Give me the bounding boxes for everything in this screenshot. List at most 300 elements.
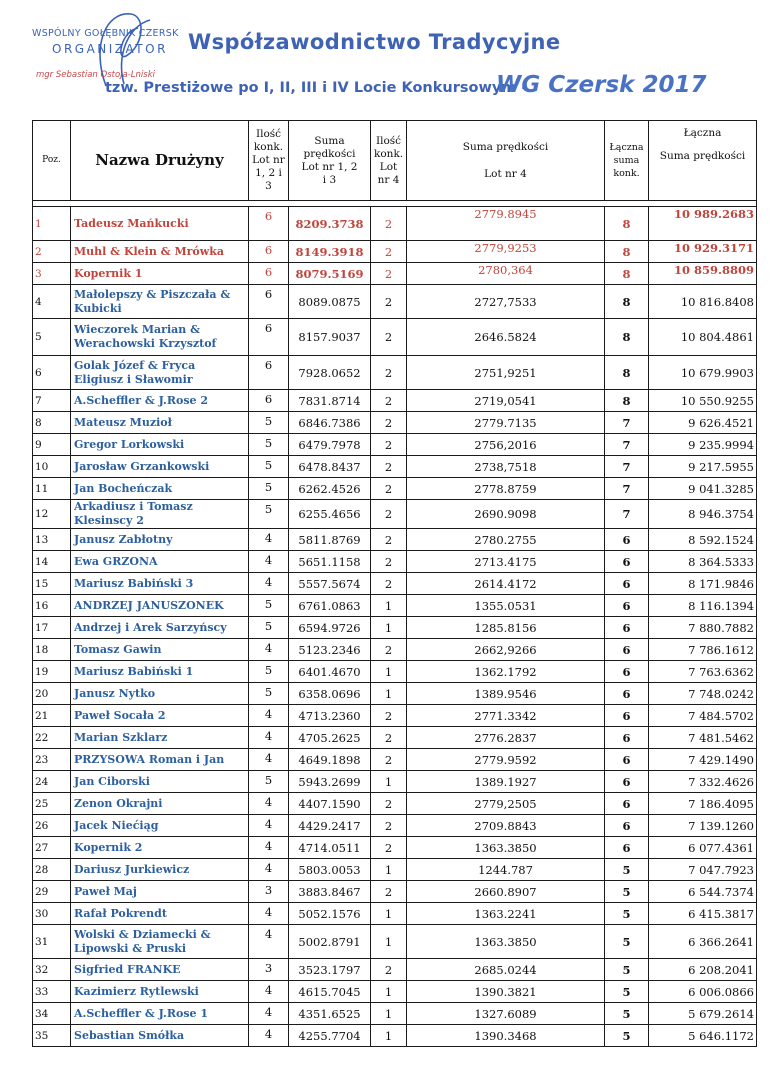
cell-team-name: Mariusz Babiński 1 xyxy=(71,661,249,683)
cell-sum-4: 2646.5824 xyxy=(407,319,605,356)
table-header-row xyxy=(33,121,757,201)
table-row xyxy=(33,241,757,263)
cell-count-4: 2 xyxy=(371,529,407,551)
cell-sum-4: 2727,7533 xyxy=(407,285,605,319)
cell-count-123: 5 xyxy=(249,434,289,456)
cell-total-count: 8 xyxy=(605,319,649,356)
table-row xyxy=(33,500,757,529)
cell-count-4: 2 xyxy=(371,241,407,263)
cell-total-count: 6 xyxy=(605,793,649,815)
cell-count-4: 2 xyxy=(371,705,407,727)
header-sum-4-line2: Lot nr 4 xyxy=(484,167,527,180)
cell-sum-4: 2614.4172 xyxy=(407,573,605,595)
cell-sum-4: 2738,7518 xyxy=(407,456,605,478)
table-row xyxy=(33,771,757,793)
cell-total-sum: 7 139.1260 xyxy=(649,815,757,837)
cell-total-count: 6 xyxy=(605,639,649,661)
cell-count-123: 5 xyxy=(249,412,289,434)
cell-total-sum: 7 047.7923 xyxy=(649,859,757,881)
cell-count-123: 5 xyxy=(249,595,289,617)
table-row xyxy=(33,837,757,859)
cell-position: 22 xyxy=(33,727,71,749)
cell-team-name: Mateusz Muzioł xyxy=(71,412,249,434)
header-count-123: Ilość konk. Lot nr 1, 2 i 3 xyxy=(249,121,289,201)
cell-total-sum: 6 077.4361 xyxy=(649,837,757,859)
table-row xyxy=(33,456,757,478)
cell-count-123: 4 xyxy=(249,837,289,859)
cell-sum-4: 2756,2016 xyxy=(407,434,605,456)
cell-sum-123: 4649.1898 xyxy=(289,749,371,771)
cell-sum-4: 1390.3821 xyxy=(407,981,605,1003)
table-row xyxy=(33,595,757,617)
cell-total-count: 7 xyxy=(605,434,649,456)
cell-sum-4: 2780,364 xyxy=(407,263,605,285)
cell-count-123: 4 xyxy=(249,529,289,551)
cell-sum-123: 6401.4670 xyxy=(289,661,371,683)
cell-position: 18 xyxy=(33,639,71,661)
cell-position: 14 xyxy=(33,551,71,573)
cell-team-name: Golak Józef & Fryca Eligiusz i Sławomir xyxy=(71,356,249,390)
cell-total-count: 6 xyxy=(605,573,649,595)
cell-position: 27 xyxy=(33,837,71,859)
cell-total-sum: 10 550.9255 xyxy=(649,390,757,412)
cell-total-count: 6 xyxy=(605,661,649,683)
cell-team-name: Tomasz Gawin xyxy=(71,639,249,661)
cell-position: 24 xyxy=(33,771,71,793)
cell-sum-4: 2713.4175 xyxy=(407,551,605,573)
cell-count-4: 2 xyxy=(371,207,407,241)
cell-sum-123: 5557.5674 xyxy=(289,573,371,595)
cell-count-4: 2 xyxy=(371,837,407,859)
cell-count-123: 4 xyxy=(249,981,289,1003)
cell-team-name: Sigfried FRANKE xyxy=(71,959,249,981)
cell-count-4: 2 xyxy=(371,434,407,456)
cell-sum-123: 3883.8467 xyxy=(289,881,371,903)
cell-count-4: 1 xyxy=(371,771,407,793)
cell-sum-4: 2780.2755 xyxy=(407,529,605,551)
cell-total-sum: 8 171.9846 xyxy=(649,573,757,595)
cell-total-count: 6 xyxy=(605,815,649,837)
cell-sum-123: 6358.0696 xyxy=(289,683,371,705)
cell-total-count: 5 xyxy=(605,1003,649,1025)
cell-total-sum: 9 041.3285 xyxy=(649,478,757,500)
cell-total-sum: 7 186.4095 xyxy=(649,793,757,815)
cell-total-sum: 10 679.9903 xyxy=(649,356,757,390)
cell-position: 32 xyxy=(33,959,71,981)
header-sum-4-line1: Suma prędkości xyxy=(462,140,549,153)
cell-position: 10 xyxy=(33,456,71,478)
cell-team-name: Ewa GRZONA xyxy=(71,551,249,573)
cell-count-4: 2 xyxy=(371,412,407,434)
cell-total-sum: 7 763.6362 xyxy=(649,661,757,683)
table-row xyxy=(33,434,757,456)
cell-count-123: 5 xyxy=(249,456,289,478)
cell-count-4: 2 xyxy=(371,793,407,815)
cell-count-123: 4 xyxy=(249,903,289,925)
table-row xyxy=(33,793,757,815)
cell-sum-123: 6846.7386 xyxy=(289,412,371,434)
cell-count-123: 6 xyxy=(249,285,289,319)
cell-count-4: 1 xyxy=(371,859,407,881)
cell-total-count: 8 xyxy=(605,207,649,241)
cell-total-count: 5 xyxy=(605,981,649,1003)
cell-total-count: 5 xyxy=(605,925,649,959)
cell-sum-123: 8089.0875 xyxy=(289,285,371,319)
cell-sum-123: 8157.9037 xyxy=(289,319,371,356)
cell-total-sum: 6 415.3817 xyxy=(649,903,757,925)
table-row xyxy=(33,881,757,903)
cell-position: 1 xyxy=(33,207,71,241)
cell-total-sum: 9 235.9994 xyxy=(649,434,757,456)
table-row xyxy=(33,285,757,319)
cell-count-4: 2 xyxy=(371,319,407,356)
cell-count-123: 3 xyxy=(249,959,289,981)
cell-count-4: 2 xyxy=(371,356,407,390)
cell-team-name: Janusz Nytko xyxy=(71,683,249,705)
cell-team-name: Paweł Maj xyxy=(71,881,249,903)
cell-sum-123: 8079.5169 xyxy=(289,263,371,285)
cell-count-4: 1 xyxy=(371,617,407,639)
cell-team-name: Kopernik 1 xyxy=(71,263,249,285)
cell-count-123: 5 xyxy=(249,500,289,529)
cell-position: 15 xyxy=(33,573,71,595)
cell-count-4: 2 xyxy=(371,815,407,837)
cell-team-name: PRZYSOWA Roman i Jan xyxy=(71,749,249,771)
cell-position: 4 xyxy=(33,285,71,319)
cell-position: 31 xyxy=(33,925,71,959)
table-row xyxy=(33,263,757,285)
table-row xyxy=(33,749,757,771)
cell-count-4: 2 xyxy=(371,500,407,529)
cell-count-123: 5 xyxy=(249,478,289,500)
cell-sum-4: 2779.7135 xyxy=(407,412,605,434)
cell-team-name: Mariusz Babiński 3 xyxy=(71,573,249,595)
cell-total-count: 6 xyxy=(605,617,649,639)
header-name: Nazwa Drużyny xyxy=(71,121,249,201)
cell-sum-123: 3523.1797 xyxy=(289,959,371,981)
cell-total-sum: 8 116.1394 xyxy=(649,595,757,617)
header-sum-123: Suma prędkości Lot nr 1, 2 i 3 xyxy=(289,121,371,201)
cell-total-count: 5 xyxy=(605,903,649,925)
logo-signature: mgr Sebastian Ostoja-Lniski xyxy=(36,70,156,80)
cell-count-123: 4 xyxy=(249,749,289,771)
cell-total-sum: 10 989.2683 xyxy=(649,207,757,241)
cell-count-123: 4 xyxy=(249,859,289,881)
cell-sum-123: 7831.8714 xyxy=(289,390,371,412)
page-title: Współzawodnictwo Tradycyjne xyxy=(188,30,561,54)
cell-count-123: 6 xyxy=(249,263,289,285)
header-total-sum-line2: Suma prędkości xyxy=(659,150,746,162)
cell-team-name: A.Scheffler & J.Rose 1 xyxy=(71,1003,249,1025)
cell-position: 28 xyxy=(33,859,71,881)
cell-sum-4: 2776.2837 xyxy=(407,727,605,749)
table-row xyxy=(33,639,757,661)
cell-position: 34 xyxy=(33,1003,71,1025)
cell-total-count: 6 xyxy=(605,551,649,573)
cell-sum-123: 5651.1158 xyxy=(289,551,371,573)
cell-position: 2 xyxy=(33,241,71,263)
cell-sum-4: 2779,2505 xyxy=(407,793,605,815)
cell-total-count: 6 xyxy=(605,529,649,551)
cell-sum-123: 4705.2625 xyxy=(289,727,371,749)
cell-total-sum: 6 006.0866 xyxy=(649,981,757,1003)
table-row xyxy=(33,412,757,434)
cell-sum-4: 1285.8156 xyxy=(407,617,605,639)
cell-sum-123: 4407.1590 xyxy=(289,793,371,815)
cell-sum-4: 2709.8843 xyxy=(407,815,605,837)
cell-total-sum: 7 332.4626 xyxy=(649,771,757,793)
cell-total-sum: 6 544.7374 xyxy=(649,881,757,903)
header-count-4: Ilość konk. Lot nr 4 xyxy=(371,121,407,201)
table-row xyxy=(33,925,757,959)
table-row xyxy=(33,207,757,241)
table-body xyxy=(33,201,757,1047)
cell-total-sum: 10 816.8408 xyxy=(649,285,757,319)
cell-total-count: 7 xyxy=(605,412,649,434)
cell-total-count: 7 xyxy=(605,478,649,500)
cell-position: 3 xyxy=(33,263,71,285)
cell-count-4: 1 xyxy=(371,595,407,617)
table-row xyxy=(33,573,757,595)
ranking-table xyxy=(32,120,757,1047)
cell-team-name: Gregor Lorkowski xyxy=(71,434,249,456)
cell-count-123: 4 xyxy=(249,815,289,837)
table-row xyxy=(33,981,757,1003)
cell-sum-4: 1363.2241 xyxy=(407,903,605,925)
cell-team-name: Zenon Okrajni xyxy=(71,793,249,815)
header-total-sum xyxy=(649,121,757,201)
cell-sum-123: 7928.0652 xyxy=(289,356,371,390)
cell-team-name: Sebastian Smółka xyxy=(71,1025,249,1047)
cell-total-count: 7 xyxy=(605,500,649,529)
cell-position: 16 xyxy=(33,595,71,617)
cell-sum-123: 6594.9726 xyxy=(289,617,371,639)
document-header xyxy=(0,0,780,118)
cell-count-4: 2 xyxy=(371,727,407,749)
cell-count-4: 1 xyxy=(371,1025,407,1047)
cell-total-count: 7 xyxy=(605,456,649,478)
cell-position: 19 xyxy=(33,661,71,683)
cell-sum-123: 4714.0511 xyxy=(289,837,371,859)
cell-sum-4: 2779.9592 xyxy=(407,749,605,771)
cell-sum-4: 1244.787 xyxy=(407,859,605,881)
cell-team-name: Wieczorek Marian & Werachowski Krzysztof xyxy=(71,319,249,356)
table-row xyxy=(33,1025,757,1047)
cell-sum-123: 5943.2699 xyxy=(289,771,371,793)
cell-sum-123: 6255.4656 xyxy=(289,500,371,529)
cell-count-123: 4 xyxy=(249,551,289,573)
cell-team-name: Tadeusz Mańkucki xyxy=(71,207,249,241)
cell-count-123: 3 xyxy=(249,881,289,903)
cell-position: 9 xyxy=(33,434,71,456)
cell-total-count: 8 xyxy=(605,263,649,285)
cell-total-sum: 7 748.0242 xyxy=(649,683,757,705)
cell-sum-123: 4713.2360 xyxy=(289,705,371,727)
cell-count-123: 6 xyxy=(249,390,289,412)
cell-count-4: 2 xyxy=(371,456,407,478)
cell-position: 7 xyxy=(33,390,71,412)
cell-sum-4: 1362.1792 xyxy=(407,661,605,683)
organizer-logo xyxy=(28,18,178,88)
cell-sum-4: 1389.1927 xyxy=(407,771,605,793)
cell-position: 13 xyxy=(33,529,71,551)
cell-count-4: 2 xyxy=(371,551,407,573)
cell-team-name: Jan Bocheńczak xyxy=(71,478,249,500)
page-subtitle-event: WG Czersk 2017 xyxy=(496,72,707,98)
cell-team-name: Marian Szklarz xyxy=(71,727,249,749)
cell-count-123: 5 xyxy=(249,617,289,639)
cell-sum-123: 5123.2346 xyxy=(289,639,371,661)
table-row xyxy=(33,390,757,412)
cell-sum-123: 5052.1576 xyxy=(289,903,371,925)
cell-team-name: Wolski & Dziamecki & Lipowski & Pruski xyxy=(71,925,249,959)
cell-sum-4: 2662,9266 xyxy=(407,639,605,661)
cell-total-sum: 6 208.2041 xyxy=(649,959,757,981)
cell-count-4: 1 xyxy=(371,661,407,683)
cell-position: 8 xyxy=(33,412,71,434)
cell-total-count: 5 xyxy=(605,1025,649,1047)
cell-position: 11 xyxy=(33,478,71,500)
cell-position: 23 xyxy=(33,749,71,771)
cell-count-123: 4 xyxy=(249,925,289,959)
cell-team-name: Janusz Zabłotny xyxy=(71,529,249,551)
cell-count-123: 5 xyxy=(249,683,289,705)
cell-total-sum: 10 859.8809 xyxy=(649,263,757,285)
cell-total-count: 6 xyxy=(605,683,649,705)
cell-sum-4: 2660.8907 xyxy=(407,881,605,903)
cell-sum-4: 1363.3850 xyxy=(407,925,605,959)
cell-count-123: 5 xyxy=(249,661,289,683)
cell-count-4: 1 xyxy=(371,683,407,705)
cell-team-name: Muhl & Klein & Mrówka xyxy=(71,241,249,263)
table-row xyxy=(33,551,757,573)
table-row xyxy=(33,727,757,749)
cell-position: 5 xyxy=(33,319,71,356)
cell-team-name: Jarosław Grzankowski xyxy=(71,456,249,478)
cell-team-name: Arkadiusz i Tomasz Klesinscy 2 xyxy=(71,500,249,529)
cell-count-123: 4 xyxy=(249,705,289,727)
cell-position: 20 xyxy=(33,683,71,705)
cell-total-count: 5 xyxy=(605,881,649,903)
cell-sum-123: 6262.4526 xyxy=(289,478,371,500)
cell-position: 26 xyxy=(33,815,71,837)
cell-count-4: 2 xyxy=(371,639,407,661)
cell-total-count: 5 xyxy=(605,859,649,881)
cell-team-name: Jan Ciborski xyxy=(71,771,249,793)
cell-team-name: A.Scheffler & J.Rose 2 xyxy=(71,390,249,412)
cell-count-123: 6 xyxy=(249,207,289,241)
cell-sum-123: 8209.3738 xyxy=(289,207,371,241)
cell-position: 25 xyxy=(33,793,71,815)
cell-count-4: 2 xyxy=(371,959,407,981)
table-row xyxy=(33,705,757,727)
logo-line-2: ORGANIZATOR xyxy=(52,42,168,56)
cell-total-count: 6 xyxy=(605,595,649,617)
cell-sum-123: 5811.8769 xyxy=(289,529,371,551)
cell-count-123: 6 xyxy=(249,241,289,263)
cell-total-sum: 7 880.7882 xyxy=(649,617,757,639)
cell-count-4: 2 xyxy=(371,263,407,285)
cell-total-count: 6 xyxy=(605,749,649,771)
cell-total-sum: 5 646.1172 xyxy=(649,1025,757,1047)
cell-sum-123: 5803.0053 xyxy=(289,859,371,881)
cell-sum-123: 4429.2417 xyxy=(289,815,371,837)
table-row xyxy=(33,356,757,390)
header-sum-4 xyxy=(407,121,605,201)
cell-team-name: Jacek Niećiąg xyxy=(71,815,249,837)
cell-position: 12 xyxy=(33,500,71,529)
cell-total-count: 6 xyxy=(605,727,649,749)
cell-team-name: Kazimierz Rytlewski xyxy=(71,981,249,1003)
cell-total-sum: 5 679.2614 xyxy=(649,1003,757,1025)
cell-sum-4: 2719,0541 xyxy=(407,390,605,412)
cell-sum-4: 2779.8945 xyxy=(407,207,605,241)
cell-sum-4: 1363.3850 xyxy=(407,837,605,859)
cell-count-123: 5 xyxy=(249,771,289,793)
cell-sum-4: 1390.3468 xyxy=(407,1025,605,1047)
cell-position: 33 xyxy=(33,981,71,1003)
cell-total-sum: 8 592.1524 xyxy=(649,529,757,551)
cell-position: 30 xyxy=(33,903,71,925)
cell-team-name: Paweł Socała 2 xyxy=(71,705,249,727)
table-row xyxy=(33,1003,757,1025)
cell-team-name: Małolepszy & Piszczała & Kubicki xyxy=(71,285,249,319)
cell-count-123: 4 xyxy=(249,727,289,749)
cell-total-count: 6 xyxy=(605,771,649,793)
cell-total-sum: 7 481.5462 xyxy=(649,727,757,749)
cell-total-count: 8 xyxy=(605,241,649,263)
cell-count-4: 2 xyxy=(371,749,407,771)
cell-sum-123: 5002.8791 xyxy=(289,925,371,959)
cell-total-count: 6 xyxy=(605,837,649,859)
cell-count-123: 4 xyxy=(249,793,289,815)
cell-sum-4: 1327.6089 xyxy=(407,1003,605,1025)
cell-total-sum: 7 429.1490 xyxy=(649,749,757,771)
cell-total-sum: 9 217.5955 xyxy=(649,456,757,478)
cell-count-4: 1 xyxy=(371,1003,407,1025)
cell-position: 35 xyxy=(33,1025,71,1047)
cell-sum-4: 2778.8759 xyxy=(407,478,605,500)
cell-count-4: 2 xyxy=(371,881,407,903)
cell-total-sum: 10 804.4861 xyxy=(649,319,757,356)
cell-sum-4: 2685.0244 xyxy=(407,959,605,981)
cell-total-count: 5 xyxy=(605,959,649,981)
cell-total-sum: 7 484.5702 xyxy=(649,705,757,727)
header-pos: Poz. xyxy=(33,121,71,201)
cell-total-sum: 10 929.3171 xyxy=(649,241,757,263)
cell-team-name: Dariusz Jurkiewicz xyxy=(71,859,249,881)
cell-count-4: 2 xyxy=(371,478,407,500)
cell-count-123: 4 xyxy=(249,573,289,595)
table-row xyxy=(33,529,757,551)
cell-team-name: Kopernik 2 xyxy=(71,837,249,859)
cell-count-123: 6 xyxy=(249,319,289,356)
cell-sum-123: 6479.7978 xyxy=(289,434,371,456)
cell-sum-4: 2771.3342 xyxy=(407,705,605,727)
cell-count-4: 2 xyxy=(371,573,407,595)
cell-position: 21 xyxy=(33,705,71,727)
cell-team-name: ANDRZEJ JANUSZONEK xyxy=(71,595,249,617)
cell-position: 29 xyxy=(33,881,71,903)
cell-total-count: 6 xyxy=(605,705,649,727)
cell-count-123: 4 xyxy=(249,1003,289,1025)
cell-team-name: Rafał Pokrendt xyxy=(71,903,249,925)
table-row xyxy=(33,661,757,683)
cell-count-123: 4 xyxy=(249,639,289,661)
cell-sum-123: 6478.8437 xyxy=(289,456,371,478)
cell-position: 17 xyxy=(33,617,71,639)
cell-sum-4: 2751,9251 xyxy=(407,356,605,390)
